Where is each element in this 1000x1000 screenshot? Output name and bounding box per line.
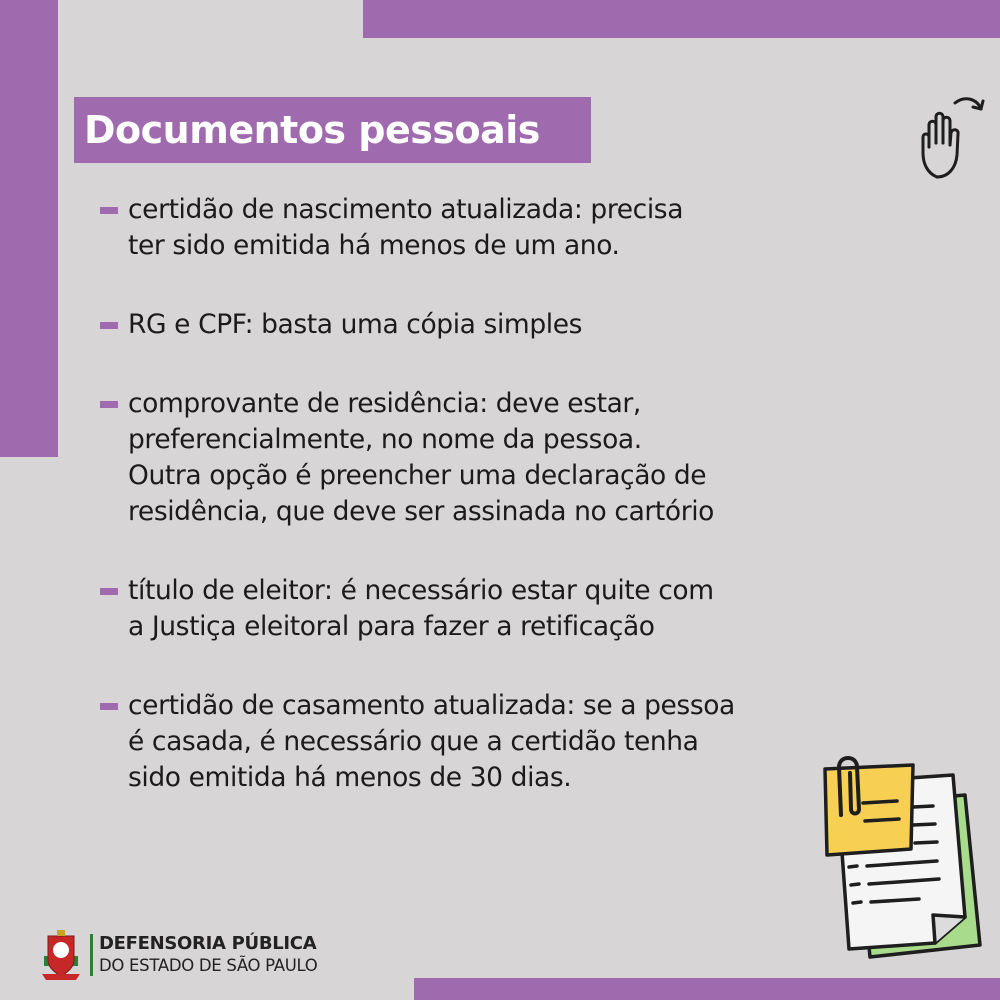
list-item — [100, 386, 930, 530]
documents-clip-icon — [815, 745, 985, 970]
defensoria-logo — [40, 930, 318, 980]
list-item — [100, 307, 930, 343]
list-item-text: comprovante de residência: deve estar, preferencialmente, no nome da pessoa. Outra opção é preencher uma declaração de residência, que deve ser assinada no cartório — [128, 388, 714, 527]
list-item-text: título de eleitor: é necessário estar quite com a Justiça eleitoral para fazer a retificação — [128, 575, 714, 642]
left-accent-bar — [0, 0, 58, 457]
document-list — [100, 192, 930, 839]
list-item — [100, 688, 930, 796]
list-item-text: RG e CPF: basta uma cópia simples — [128, 309, 583, 340]
list-item-text: certidão de casamento atualizada: se a pessoa é casada, é necessário que a certidão tenha sido emitida há menos de 30 dias. — [128, 690, 735, 793]
bullet-dash — [100, 322, 118, 329]
top-accent-bar — [363, 0, 1000, 38]
swipe-hand-icon — [915, 93, 987, 185]
bottom-accent-bar — [414, 978, 1000, 1000]
list-item-text: certidão de nascimento atualizada: precisa ter sido emitida há menos de um ano. — [128, 194, 684, 261]
sp-crest-icon — [40, 930, 82, 980]
bullet-dash — [100, 703, 118, 710]
logo-line2: DO ESTADO DE SÃO PAULO — [99, 956, 318, 975]
list-item — [100, 192, 930, 264]
title-banner — [74, 97, 591, 163]
list-item — [100, 573, 930, 645]
bullet-dash — [100, 207, 118, 214]
bullet-dash — [100, 588, 118, 595]
logo-line1: DEFENSORIA PÚBLICA — [99, 933, 317, 954]
bullet-dash — [100, 401, 118, 408]
logo-divider — [90, 934, 93, 976]
page-title: Documentos pessoais — [84, 108, 540, 152]
